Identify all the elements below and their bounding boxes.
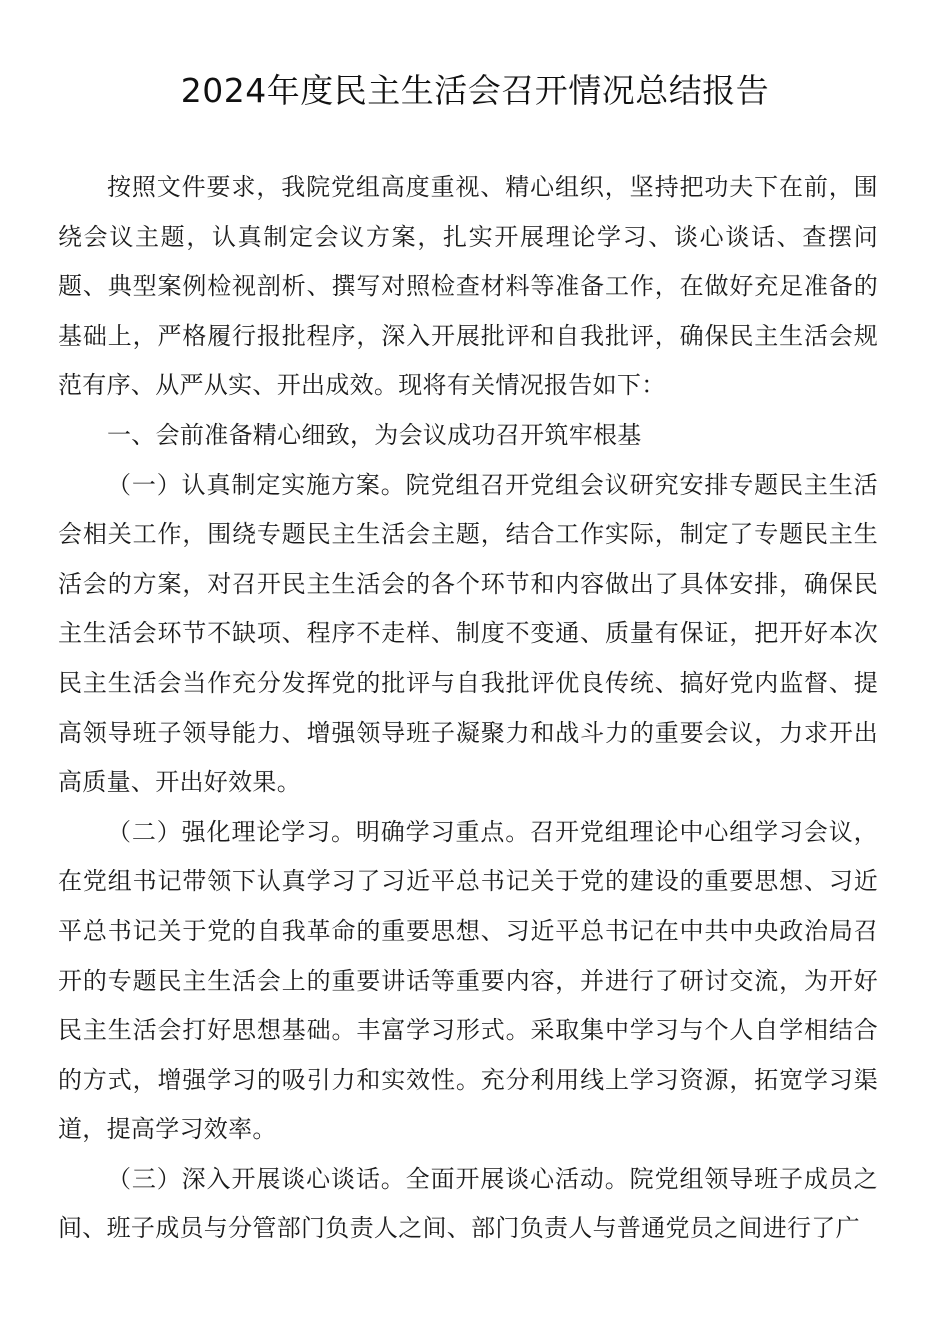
intro-paragraph: 按照文件要求，我院党组高度重视、精心组织，坚持把功夫下在前，围绕会议主题，认真制定会议方案，扎实开展理论学习、谈心谈话、查摆问题、典型案例检视剖析、撰写对照检查材料等准备工作，在做好充足准备的基础上，严格履行报批程序，深入开展批评和自我批评，确保民主生活会规范有序、从严从实、开出成效。现将有关情况报告如下： <box>58 173 878 400</box>
document-title: 2024年度民主生活会召开情况总结报告 <box>180 71 770 110</box>
section-heading: 一、会前准备精心细致，为会议成功召开筑牢根基 <box>107 420 642 449</box>
document-body <box>58 163 878 1254</box>
item-paragraph-2: （二）强化理论学习。明确学习重点。召开党组理论中心组学习会议，在党组书记带领下认真学习了习近平总书记关于党的建设的重要思想、习近平总书记关于党的自我革命的重要思想、习近平总书记在中共中央政治局召开的专题民主生活会上的重要讲话等重要内容，并进行了研讨交流，为开好民主生活会打好思想基础。丰富学习形式。采取集中学习与个人自学相结合的方式，增强学习的吸引力和实效性。充分利用线上学习资源，拓宽学习渠道，提高学习效率。 <box>58 817 878 1144</box>
item-paragraph-3: （三）深入开展谈心谈话。全面开展谈心活动。院党组领导班子成员之间、班子成员与分管部门负责人之间、部门负责人与普通党员之间进行了广 <box>58 1164 878 1243</box>
item-paragraph-1: （一）认真制定实施方案。院党组召开党组会议研究安排专题民主生活会相关工作，围绕专题民主生活会主题，结合工作实际，制定了专题民主生活会的方案，对召开民主生活会的各个环节和内容做出了具体安排，确保民主生活会环节不缺项、程序不走样、制度不变通、质量有保证，把开好本次民主生活会当作充分发挥党的批评与自我批评优良传统、搞好党内监督、提高领导班子领导能力、增强领导班子凝聚力和战斗力的重要会议，力求开出高质量、开出好效果。 <box>58 470 878 797</box>
